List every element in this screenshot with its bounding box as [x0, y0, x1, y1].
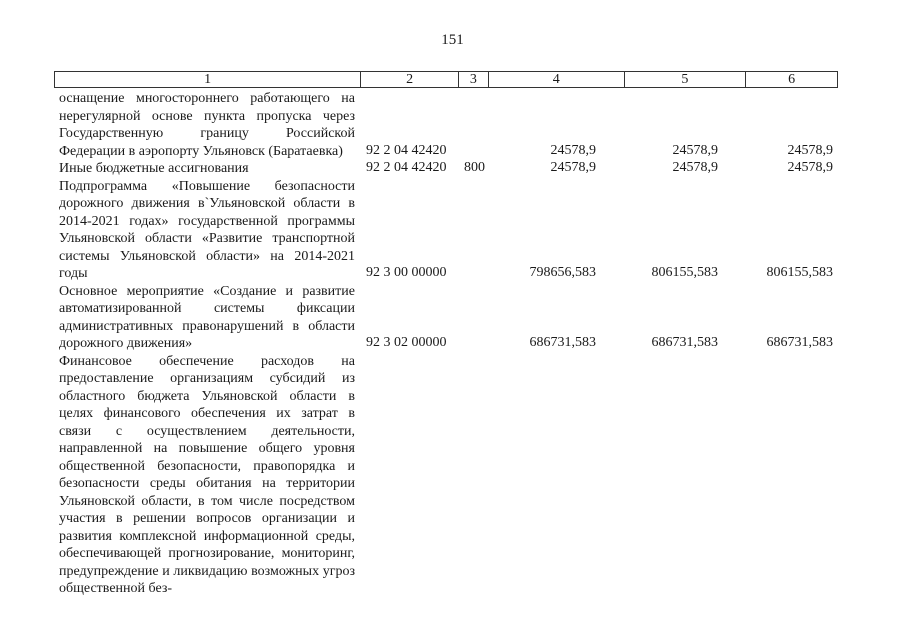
row-value-col4: 24578,9	[550, 143, 596, 158]
row-kind: 800	[464, 160, 485, 175]
header-col-5: 5	[625, 72, 747, 87]
row-value-col5: 806155,583	[651, 265, 718, 280]
header-col-6: 6	[788, 72, 796, 87]
header-col-3: 3	[459, 72, 489, 87]
description-column	[59, 90, 355, 598]
row-value-col5: 24578,9	[672, 143, 718, 158]
row-value-col4: 798656,583	[529, 265, 596, 280]
row-value-col5: 686731,583	[651, 335, 718, 350]
row-value-col6: 24578,9	[787, 160, 833, 175]
header-col-1: 1	[55, 72, 361, 87]
row-code: 92 3 00 00000	[366, 265, 447, 280]
table-header	[54, 71, 838, 88]
row-code: 92 2 04 42420	[366, 160, 447, 175]
row-value-col6: 24578,9	[787, 143, 833, 158]
description-block: Основное мероприятие «Создание и развитие автоматизированной системы фиксации административных правонарушений в области дорожного движения»	[59, 283, 355, 351]
row-value-col4: 24578,9	[550, 160, 596, 175]
description-block: Иные бюджетные ассигнования	[59, 161, 249, 176]
row-code: 92 3 02 00000	[366, 335, 447, 350]
page-number: 151	[441, 32, 464, 48]
row-value-col6: 686731,583	[766, 335, 833, 350]
description-block: Подпрограмма «Повышение безопасности дорожного движения в`Ульяновской области в 2014-2021 годах» государственной программы Ульяновской области «Развитие транспортной системы Ульяновской области» на 2014-2021 годы	[59, 178, 355, 281]
row-value-col6: 806155,583	[766, 265, 833, 280]
description-block: Финансовое обеспечение расходов на предоставление организациям субсидий из областного бюджета Ульяновской области в целях финансового обеспечения их затрат в связи с осуществлением деятельности, направленной на повышение общего уровня общественной безопасности, правопорядка и безопасности среды обитания на территории Ульяновской области, в том числе посредством участия в решении вопросов организации и развития комплексной информационной среды, обеспечивающей прогнозирование, мониторинг, предупреждение и ликвидацию возможных угроз общественной без-	[59, 353, 355, 596]
row-code: 92 2 04 42420	[366, 143, 447, 158]
row-value-col5: 24578,9	[672, 160, 718, 175]
row-value-col4: 686731,583	[529, 335, 596, 350]
header-col-2: 2	[361, 72, 459, 87]
header-col-4: 4	[489, 72, 625, 87]
description-block: оснащение многостороннего работающего на нерегулярной основе пункта пропуска через Государственную границу Российской Федерации в аэропорту Ульяновск (Баратаевка)	[59, 91, 355, 159]
